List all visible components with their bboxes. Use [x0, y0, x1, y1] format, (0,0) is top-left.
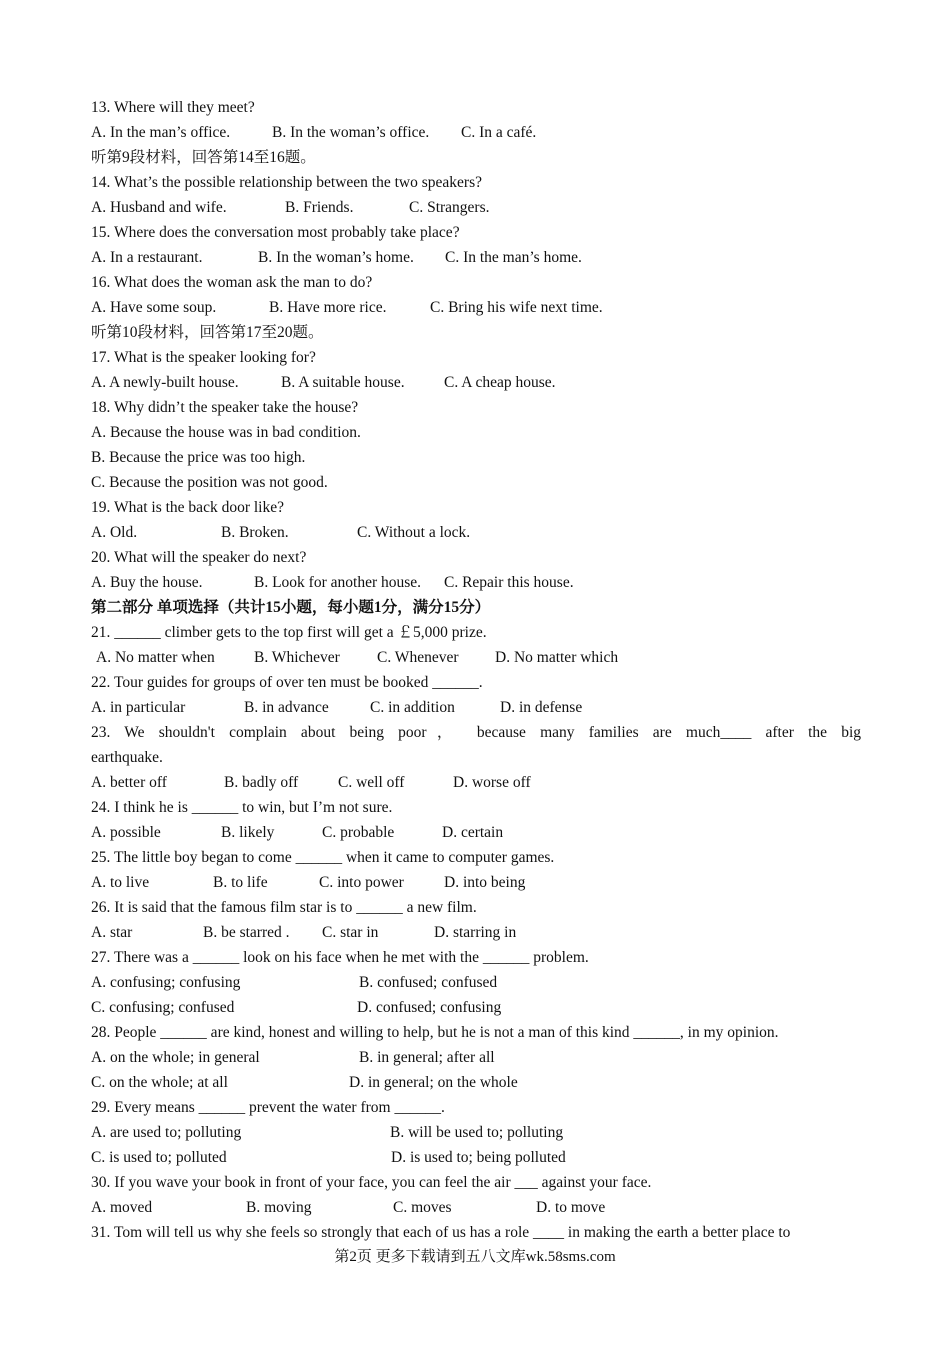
options-30 [91, 1195, 861, 1220]
option-d: D. is used to; being polluted [391, 1149, 566, 1166]
options-21 [91, 645, 861, 670]
options-24 [91, 820, 861, 845]
option-b: B. will be used to; polluting [390, 1124, 564, 1141]
option-a: A. moved [91, 1199, 153, 1216]
question-26: 26. It is said that the famous film star is to ______ a new film. [91, 899, 477, 916]
options-22 [91, 695, 861, 720]
option-d: D. in general; on the whole [349, 1074, 518, 1091]
option-a: A. possible [91, 824, 161, 841]
section-heading: 第二部分 单项选择（共计15小题，每小题1分，满分15分） [91, 599, 491, 616]
question-23: 23. We shouldn't complain about being poor， because many families are much____ after the big [91, 724, 861, 741]
options-13 [91, 120, 861, 145]
options-19 [91, 520, 861, 545]
option-c: C. well off [338, 774, 405, 791]
question-30: 30. If you wave your book in front of your face, you can feel the air ___ against your face. [91, 1174, 652, 1191]
option-c: C. A cheap house. [444, 374, 556, 391]
options-23 [91, 770, 861, 795]
option-a: A. Buy the house. [91, 574, 203, 591]
question-31: 31. Tom will tell us why she feels so strongly that each of us has a role ____ in making the earth a better place to [91, 1224, 791, 1241]
option-b: B. confused; confused [359, 974, 498, 991]
option-a: A. are used to; polluting [91, 1124, 242, 1141]
option-b: B. Because the price was too high. [91, 449, 306, 466]
question-sheet [91, 95, 861, 1245]
option-d: D. into being [444, 874, 526, 891]
question-29: 29. Every means ______ prevent the water from ______. [91, 1099, 445, 1116]
option-d: D. to move [536, 1199, 606, 1216]
option-b: B. to life [213, 874, 268, 891]
option-a: A. In a restaurant. [91, 249, 203, 266]
option-c: C. Repair this house. [444, 574, 574, 591]
option-b: B. Have more rice. [269, 299, 387, 316]
question-23-continued: earthquake. [91, 749, 163, 766]
option-b: B. In the woman’s home. [258, 249, 414, 266]
options-28-row2 [91, 1070, 861, 1095]
question-16: 16. What does the woman ask the man to do? [91, 274, 373, 291]
option-d: D. No matter which [495, 649, 619, 666]
option-b: B. Whichever [254, 649, 340, 666]
section-instruction: 听第10段材料，回答第17至20题。 [91, 324, 324, 341]
option-a: A. to live [91, 874, 150, 891]
question-14: 14. What’s the possible relationship between the two speakers? [91, 174, 482, 191]
option-b: B. Friends. [285, 199, 354, 216]
option-a: A. No matter when [96, 649, 215, 666]
question-25: 25. The little boy began to come ______ when it came to computer games. [91, 849, 555, 866]
option-b: B. moving [246, 1199, 312, 1216]
option-c: C. Whenever [377, 649, 459, 666]
option-c: C. confusing; confused [91, 999, 235, 1016]
option-b: B. Broken. [221, 524, 289, 541]
option-b: B. in general; after all [359, 1049, 495, 1066]
option-c: C. In the man’s home. [445, 249, 582, 266]
question-22: 22. Tour guides for groups of over ten must be booked ______. [91, 674, 483, 691]
question-27: 27. There was a ______ look on his face when he met with the ______ problem. [91, 949, 589, 966]
option-a: A. in particular [91, 699, 186, 716]
options-29-row1 [91, 1120, 861, 1145]
option-b: B. Look for another house. [254, 574, 422, 591]
question-13: 13. Where will they meet? [91, 99, 255, 116]
options-26 [91, 920, 861, 945]
options-25 [91, 870, 861, 895]
question-28: 28. People ______ are kind, honest and willing to help, but he is not a man of this kind ______, in my opinion. [91, 1024, 779, 1041]
option-c: C. probable [322, 824, 395, 841]
option-a: A. star [91, 924, 133, 941]
option-a: A. Have some soup. [91, 299, 217, 316]
section-instruction: 听第9段材料，回答第14至16题。 [91, 149, 316, 166]
option-a: A. Husband and wife. [91, 199, 227, 216]
question-15: 15. Where does the conversation most probably take place? [91, 224, 460, 241]
options-29-row2 [91, 1145, 861, 1170]
option-a: A. better off [91, 774, 167, 791]
question-24: 24. I think he is ______ to win, but I’m not sure. [91, 799, 393, 816]
option-b: B. A suitable house. [281, 374, 405, 391]
question-19: 19. What is the back door like? [91, 499, 284, 516]
options-15 [91, 245, 861, 270]
option-b: B. likely [221, 824, 275, 841]
option-c: C. In a café. [461, 124, 537, 141]
option-d: D. starring in [434, 924, 517, 941]
option-a: A. Old. [91, 524, 138, 541]
options-17 [91, 370, 861, 395]
option-b: B. be starred . [203, 924, 290, 941]
options-20 [91, 570, 861, 595]
question-17: 17. What is the speaker looking for? [91, 349, 316, 366]
option-c: C. moves [393, 1199, 452, 1216]
option-a: A. In the man’s office. [91, 124, 231, 141]
option-c: C. is used to; polluted [91, 1149, 227, 1166]
option-d: D. worse off [453, 774, 531, 791]
question-20: 20. What will the speaker do next? [91, 549, 307, 566]
option-b: B. In the woman’s office. [272, 124, 430, 141]
option-c: C. Bring his wife next time. [430, 299, 603, 316]
option-b: B. in advance [244, 699, 329, 716]
option-a: A. confusing; confusing [91, 974, 241, 991]
option-c: C. on the whole; at all [91, 1074, 228, 1091]
option-d: D. confused; confusing [357, 999, 502, 1016]
option-c: C. Strangers. [409, 199, 490, 216]
option-c: C. Without a lock. [357, 524, 471, 541]
question-21: 21. ______ climber gets to the top first will get a ￡5,000 prize. [91, 624, 487, 641]
question-18: 18. Why didn’t the speaker take the house? [91, 399, 359, 416]
options-28-row1 [91, 1045, 861, 1070]
option-b: B. badly off [224, 774, 299, 791]
option-a: A. on the whole; in general [91, 1049, 260, 1066]
option-c: C. Because the position was not good. [91, 474, 328, 491]
page-footer: 第2页 更多下载请到五八文库wk.58sms.com [334, 1249, 616, 1265]
option-d: D. certain [442, 824, 504, 841]
option-c: C. star in [322, 924, 379, 941]
option-c: C. into power [319, 874, 404, 891]
options-27-row2 [91, 995, 861, 1020]
option-a: A. Because the house was in bad condition. [91, 424, 361, 441]
option-c: C. in addition [370, 699, 455, 716]
options-14 [91, 195, 861, 220]
option-d: D. in defense [500, 699, 583, 716]
options-16 [91, 295, 861, 320]
option-a: A. A newly-built house. [91, 374, 239, 391]
options-27-row1 [91, 970, 861, 995]
